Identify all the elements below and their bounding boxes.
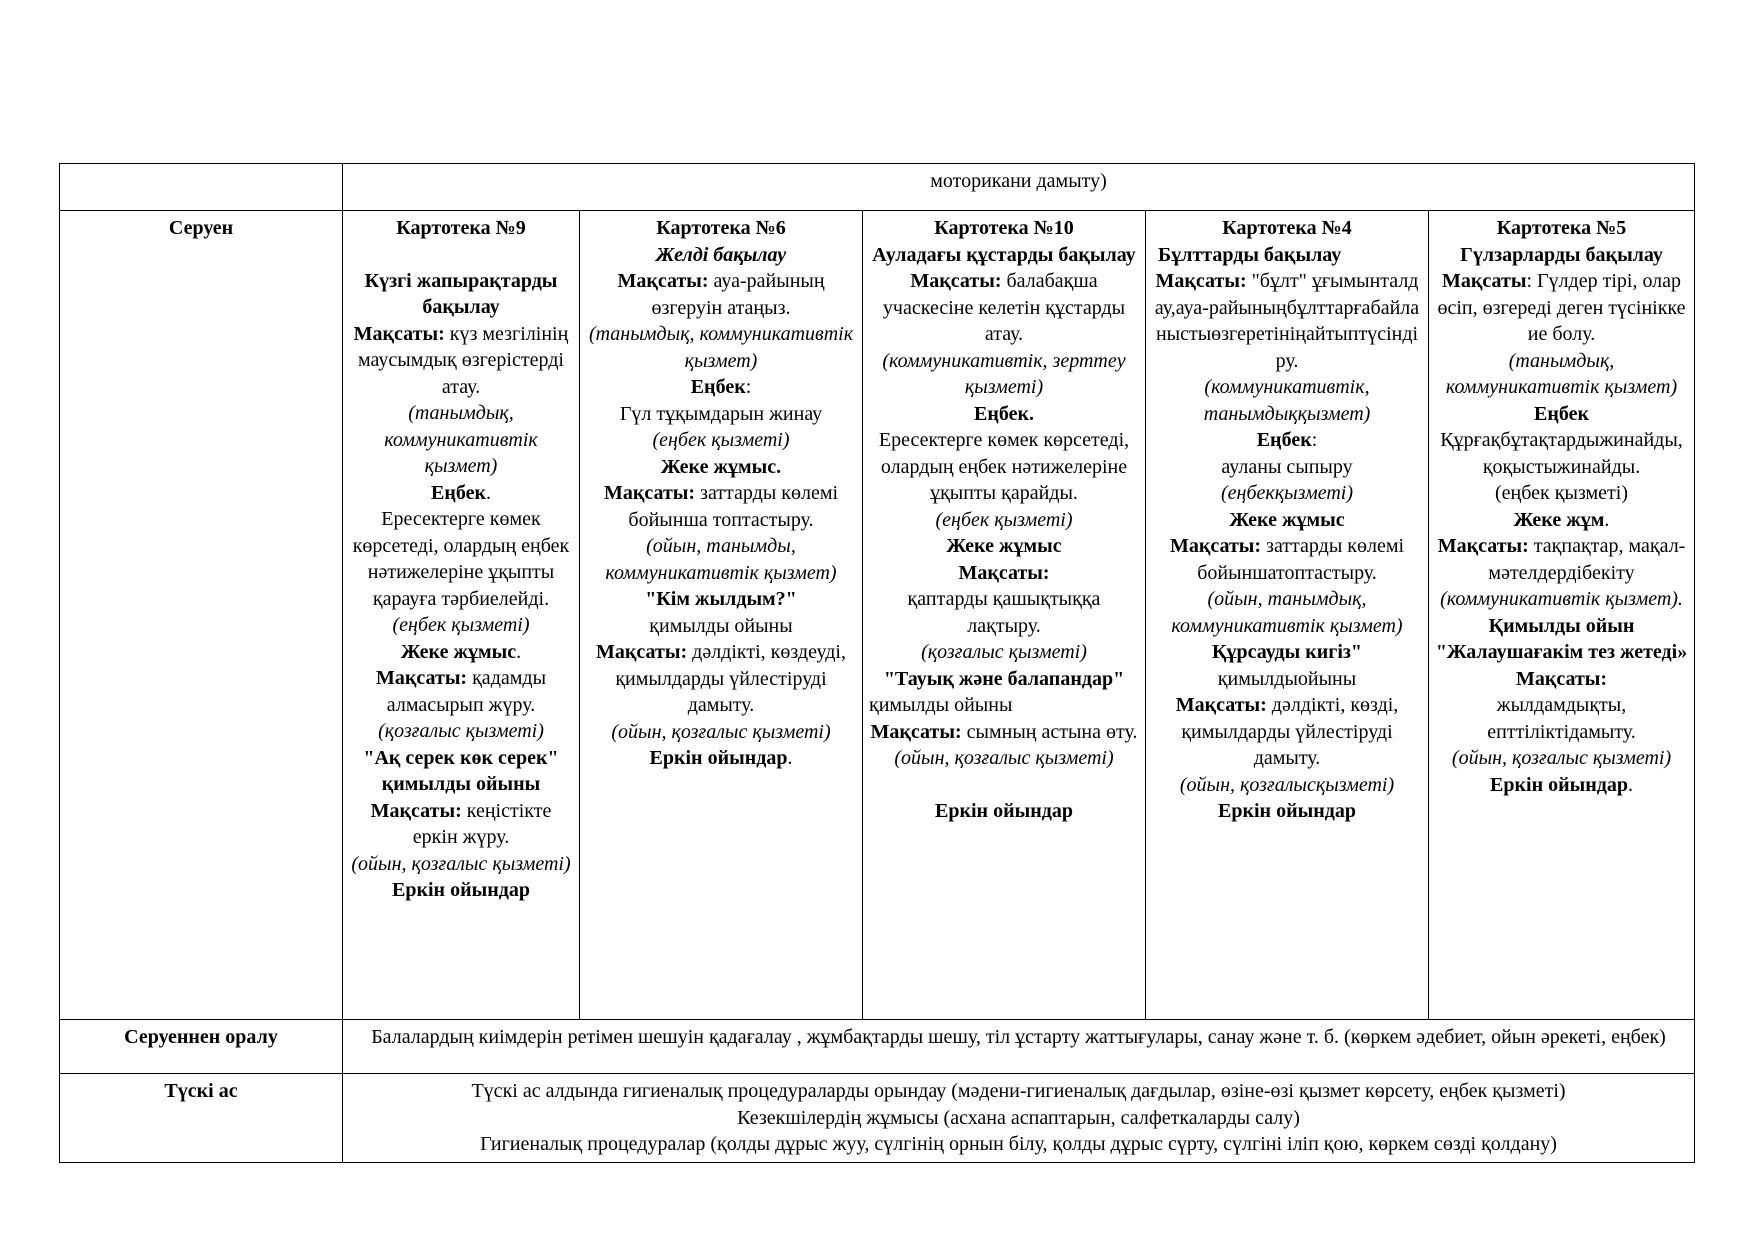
goal-activity: (танымдық, коммуникативтік қызмет) (588, 323, 854, 372)
card-title: Картотека №10 (934, 217, 1074, 239)
free-games: Еркін ойындар (1490, 773, 1628, 796)
return-row (60, 1020, 1695, 1074)
goal-text: күз мезгілінің маусымдық өзгерістерді атау. (358, 322, 569, 398)
walk-label: Серуен (60, 211, 343, 1020)
game-activity: (ойын, қозғалыс қызметі) (1451, 747, 1672, 769)
free-games: Еркін ойындар (392, 879, 530, 901)
walk-card-10 (863, 211, 1146, 1020)
walk-card-6 (580, 211, 863, 1020)
walk-card-5 (1429, 211, 1695, 1020)
goal-label: Мақсаты (1441, 270, 1527, 292)
individual-work-label: Жеке жұмыс. (660, 455, 782, 478)
labor-text: Гүл тұқымдарын жинау (619, 402, 823, 425)
game-goal-label: Мақсаты: (370, 799, 462, 822)
game-subtitle: қимылды ойыны (869, 694, 1013, 716)
walk-card-4 (1146, 211, 1429, 1020)
game-subtitle: қимылды ойыны (649, 614, 793, 637)
card-topic: Ауладағы құстарды бақылау (872, 243, 1136, 266)
individual-goal-text: тақпақтар, мақал-мәтелдердібекіту (1488, 535, 1686, 584)
individual-activity: (коммуникативтік қызмет). (1440, 588, 1683, 610)
card-title: Картотека №4 (1222, 217, 1352, 239)
card-title: Картотека №5 (1496, 217, 1627, 239)
individual-activity: (ойын, танымдық, коммуникативтік қызмет) (1171, 588, 1403, 637)
lunch-line: Кезекшілердің жұмысы (асхана аспаптарын, салфеткаларды салу) (737, 1106, 1300, 1129)
individual-goal-text: заттарды көлемі бойынша топтастыру. (628, 482, 839, 531)
game-goal-text: дәлдікті, көздеуді, қимылдарды үйлестіруді дамыту. (615, 641, 846, 716)
individual-goal-text: қаптарды қашықтыққа лақтыру. (907, 588, 1101, 637)
game-goal-text: кеңістікте еркін жүру. (412, 799, 552, 848)
free-games: Еркін ойындар (649, 747, 788, 769)
free-games: Еркін ойындар (1218, 800, 1356, 822)
empty-label-cell (60, 164, 343, 211)
labor-text: ауланы сыпыру (1221, 455, 1353, 478)
individual-goal-label: Мақсаты: (958, 561, 1050, 584)
game-goal-label: Мақсаты: (1175, 694, 1267, 716)
individual-work-punct: . (1604, 508, 1610, 531)
goal-label: Мақсаты: (1155, 270, 1247, 292)
labor-punct: : (745, 376, 752, 398)
individual-goal-text: заттарды көлемі бойыншатоптастыру. (1197, 535, 1405, 584)
game-goal-label: Мақсаты: (870, 720, 962, 743)
game-activity: (ойын, қозғалыс қызметі) (351, 852, 571, 875)
free-games-punct: . (787, 747, 793, 769)
game-goal-label: Мақсаты: (1515, 667, 1608, 690)
labor-punct: . (486, 481, 491, 504)
individual-work-label: Жеке жұм (1513, 508, 1605, 531)
lunch-row (60, 1074, 1695, 1163)
walk-card-9 (343, 211, 580, 1020)
individual-work-punct: . (516, 640, 522, 663)
lunch-line: Түскі ас алдында гигиеналық процедураларды орындау (мәдени-гигиеналық дағдылар, өзіне-өзі қызмет көрсету, еңбек қызметі) (471, 1080, 1566, 1102)
schedule-table (59, 163, 1695, 1163)
goal-label: Мақсаты: (353, 322, 445, 345)
individual-activity: (ойын, танымды, коммуникативтік қызмет) (605, 535, 837, 584)
goal-text: балабақша учаскесіне келетін құстарды атау. (882, 270, 1126, 345)
individual-goal-label: Мақсаты: (1437, 535, 1529, 557)
goal-activity: (танымдық, коммуникативтік қызмет) (384, 402, 538, 477)
game-activity: (ойын, қозғалыс қызметі) (611, 720, 831, 743)
game-title: "Тауық және балапандар" (883, 667, 1125, 690)
free-games: Еркін ойындар (935, 799, 1073, 822)
individual-work-label: Жеке жұмыс (400, 640, 517, 663)
card-topic: Күзгі жапырақтарды бақылау (364, 269, 558, 318)
walk-row (60, 211, 1695, 1020)
game-goal-label: Мақсаты: (596, 641, 688, 663)
labor-activity: (еңбек қызметі) (652, 429, 790, 451)
lunch-label: Түскі ас (60, 1074, 343, 1163)
game-goal-text: сымның астына өту. (966, 720, 1138, 743)
continuation-row (60, 164, 1695, 211)
game-title: "Кім жылдым?" (645, 588, 797, 610)
continuation-text: моторикани дамыту) (930, 170, 1107, 192)
individual-goal-label: Мақсаты: (375, 667, 468, 689)
game-activity: (ойын, қозғалыс қызметі) (894, 747, 1114, 769)
goal-label: Мақсаты: (617, 270, 709, 292)
goal-activity: (коммуникативтік, зерттеу қызметі) (882, 349, 1126, 398)
labor-label: Еңбек (431, 481, 486, 504)
individual-goal-label: Мақсаты: (603, 482, 696, 504)
card-title: Картотека №6 (656, 217, 786, 239)
card-topic: Бұлттарды бақылау (1158, 243, 1342, 266)
goal-text: Гүлдер тірі, олар өсіп, өзгереді деген түсінікке ие болу. (1437, 270, 1686, 345)
free-games-punct: . (1628, 773, 1633, 796)
individual-activity: (қозғалыс қызметі) (378, 720, 544, 742)
individual-goal-label: Мақсаты: (1169, 535, 1262, 557)
goal-punct: : (1526, 270, 1532, 292)
labor-activity: (еңбек қызметі) (1495, 482, 1629, 504)
game-goal-text: дәлдікті, көзді, қимылдарды үйлестіруді дамыту. (1181, 694, 1399, 769)
labor-activity: (еңбекқызметі) (1221, 482, 1353, 504)
individual-work-label: Жеке жұмыс (946, 535, 1062, 557)
card-title: Картотека №9 (396, 217, 526, 239)
individual-work-label: Жеке жұмыс (1229, 508, 1345, 531)
card-topic: Гүлзарларды бақылау (1460, 243, 1663, 266)
goal-text: ауа-райының өзгеруін атаңыз. (651, 270, 825, 319)
return-cell (343, 1020, 1695, 1074)
game-title: "Ақ серек көк серек" қимылды ойыны (363, 746, 559, 795)
individual-activity: (қозғалыс қызметі) (921, 641, 1087, 663)
return-text: Балалардың киімдерін ретімен шешуін қадағалау , жұмбақтарды шешу, тіл ұстарту жаттығулары, санау және т. б. (көркем әдебиет, ойын әрекеті, еңбек) (371, 1026, 1666, 1048)
game-goal-text: жылдамдықты, епттіліктідамыту. (1487, 694, 1636, 743)
continuation-cell (343, 164, 1695, 211)
return-label: Серуеннен оралу (60, 1020, 343, 1074)
game-title: Қимылды ойын "Жалаушағакім тез жетеді» (1435, 614, 1688, 663)
game-title: Құрсауды кигіз" (1211, 641, 1363, 663)
labor-label: Еңбек. (974, 402, 1034, 425)
labor-label: Еңбек (690, 376, 746, 398)
labor-label: Еңбек (1534, 402, 1590, 425)
individual-goal-text: қадамды алмасырып жүру. (386, 667, 547, 716)
labor-text: Ересектерге көмек көрсетеді, олардың еңбек нәтижелеріне ұқыпты қарауға тәрбиелейді. (352, 508, 570, 610)
game-subtitle: қимылдыойыны (1217, 667, 1357, 690)
labor-punct: : (1311, 429, 1318, 451)
lunch-line: Гигиеналық процедуралар (қолды дұрыс жуу, сүлгінің орнын білу, қолды дұрыс сүрту, сүлгіні іліп қою, көркем сөзді қолдану) (480, 1133, 1557, 1155)
goal-activity: (танымдық, коммуникативтік қызмет) (1445, 349, 1678, 398)
labor-label: Еңбек (1256, 429, 1312, 451)
goal-text: "бұлт" ұғымынталдау,ауа-райыныңбұлттарғабайланыстыөзгеретініңайтыптүсіндіру. (1154, 270, 1420, 372)
labor-text: Ересектерге көмек көрсетеді, олардың еңбек нәтижелеріне ұқыпты қарайды. (878, 429, 1130, 504)
labor-text: Құрғақбұтақтардыжинайды, қоқыстыжинайды. (1440, 429, 1683, 478)
game-activity: (ойын, қозғалысқызметі) (1179, 773, 1395, 796)
lunch-cell (343, 1074, 1695, 1163)
labor-activity: (еңбек қызметі) (935, 508, 1073, 531)
goal-activity: (коммуникативтік, танымдыққызмет) (1203, 376, 1371, 425)
labor-activity: (еңбек қызметі) (392, 614, 530, 636)
card-topic: Желді бақылау (655, 243, 787, 266)
goal-label: Мақсаты: (910, 270, 1002, 292)
